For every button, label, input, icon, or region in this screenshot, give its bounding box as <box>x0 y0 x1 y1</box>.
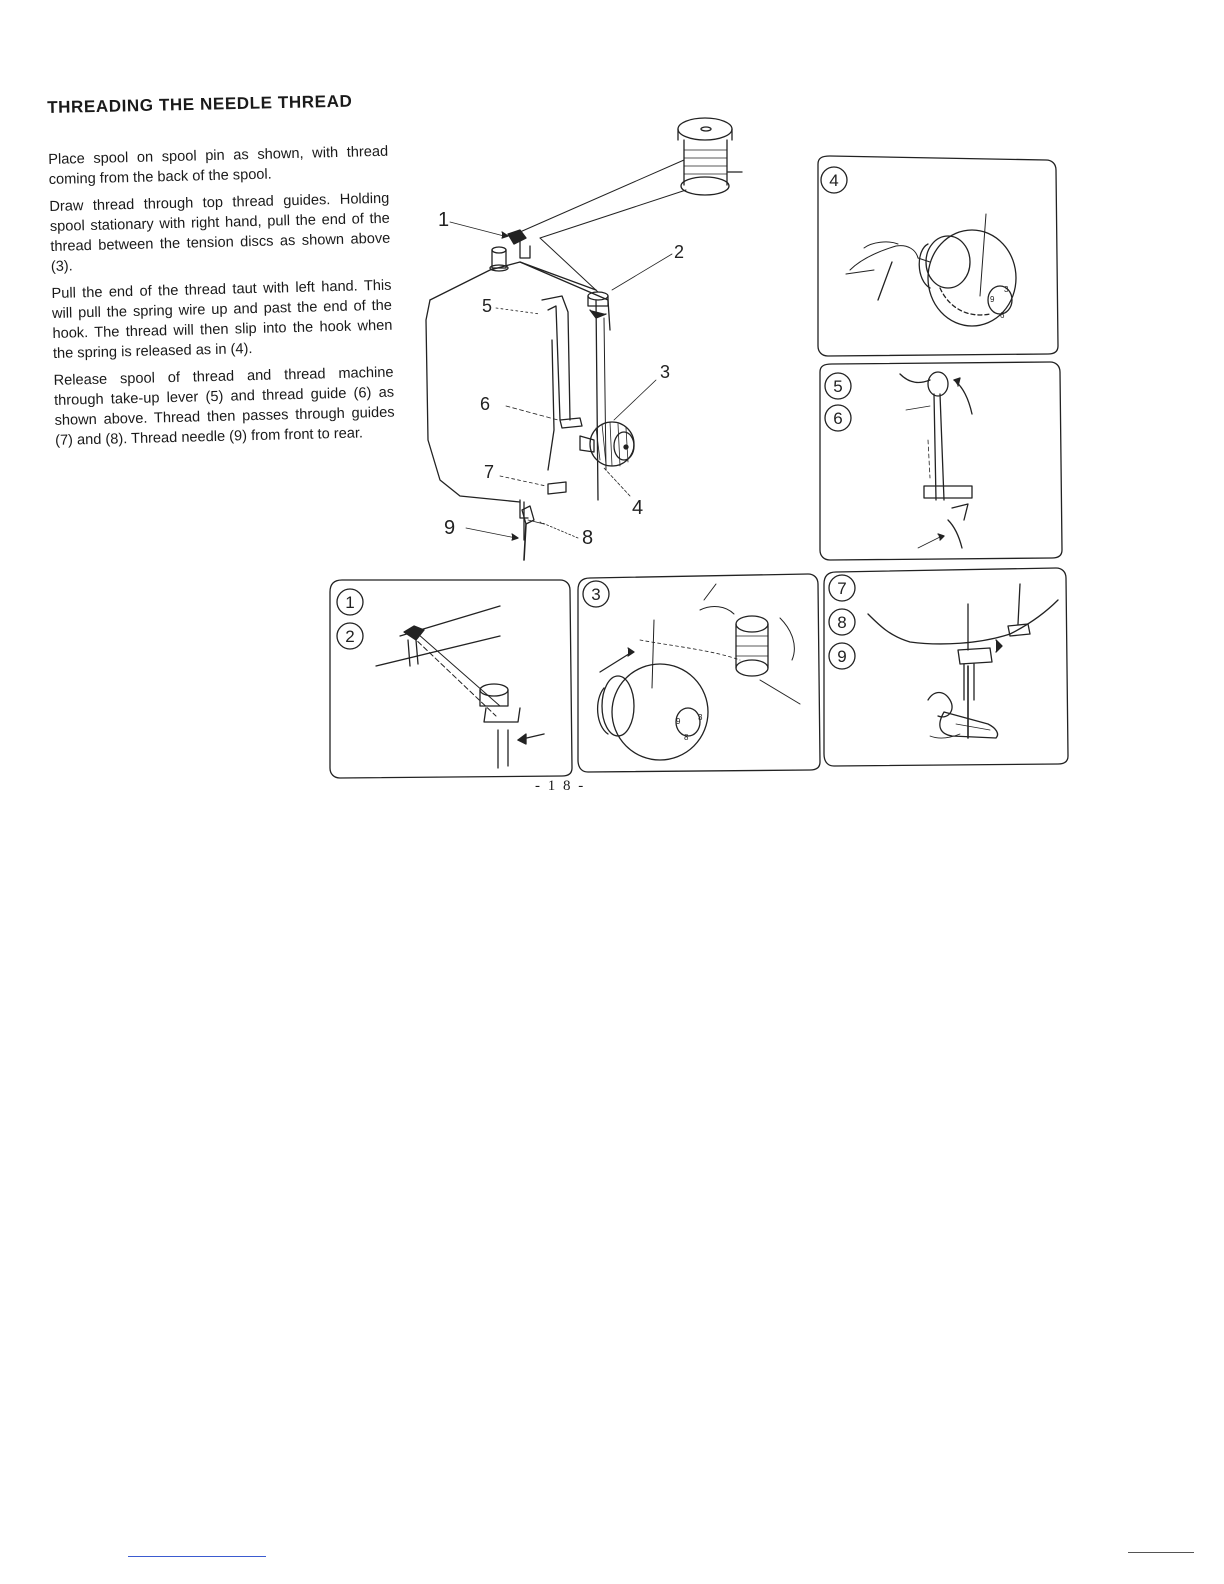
dial-mark-9-p4: 9 <box>990 295 995 304</box>
panel-label-8: 8 <box>837 613 847 632</box>
callout-2: 2 <box>674 242 685 262</box>
footer-rule-right <box>1128 1552 1194 1553</box>
dial-mark-9-p3: 9 <box>676 717 681 726</box>
detail-panel-1-2 <box>330 580 572 778</box>
detail-panel-3 <box>578 574 820 772</box>
callout-7: 7 <box>484 462 495 482</box>
panel-label-5: 5 <box>833 377 843 396</box>
paragraph-release-spool: Release spool of thread and thread machine through take-up lever (5) and thread guide (6) as shown above. Thread then passes through guides (7) and (8). Thread needle (9) from front to rear. <box>53 364 395 449</box>
footer-rule-left <box>128 1556 266 1557</box>
panel-label-4: 4 <box>829 171 839 190</box>
callout-6: 6 <box>480 394 491 414</box>
paragraph-place-spool: Place spool on spool pin as shown, with thread coming from the back of the spool. <box>48 143 389 188</box>
panel-label-1: 1 <box>345 593 355 612</box>
callout-8: 8 <box>582 527 594 549</box>
callout-9: 9 <box>444 517 456 539</box>
paragraph-draw-thread: Draw thread through top thread guides. Holding spool stationary with right hand, pull the end of the thread between the tension discs as shown above (3). <box>49 190 391 275</box>
machine-illustration <box>426 118 742 560</box>
callout-3: 3 <box>660 362 671 382</box>
panel-label-6: 6 <box>833 409 843 428</box>
panel-label-9: 9 <box>837 647 847 666</box>
detail-panel-4 <box>818 156 1058 356</box>
panel-label-2: 2 <box>345 627 355 646</box>
panel-label-7: 7 <box>837 579 847 598</box>
dial-mark-8-p3: 8 <box>684 733 689 742</box>
tension-knob-icon <box>580 422 634 466</box>
callout-1: 1 <box>438 209 450 231</box>
page-title: THREADING THE NEEDLE THREAD <box>47 91 353 117</box>
dial-mark-3-p4: 3 <box>1004 285 1009 294</box>
panel-label-3: 3 <box>591 585 601 604</box>
page-number: - 1 8 - <box>535 778 586 794</box>
detail-panel-7-8-9 <box>824 568 1068 766</box>
dial-mark-6-p4: 6 <box>1000 311 1005 320</box>
callout-4: 4 <box>632 497 644 519</box>
spool-icon <box>678 118 742 195</box>
detail-panel-5-6 <box>820 362 1062 560</box>
dial-mark-3-p3: 3 <box>698 713 703 722</box>
callout-5: 5 <box>482 296 493 316</box>
paragraph-pull-taut: Pull the end of the thread taut with left hand. This will pull the spring wire up and past the end of the hook. The thread will then slip into the hook when the spring is released as in (4). <box>51 277 393 362</box>
